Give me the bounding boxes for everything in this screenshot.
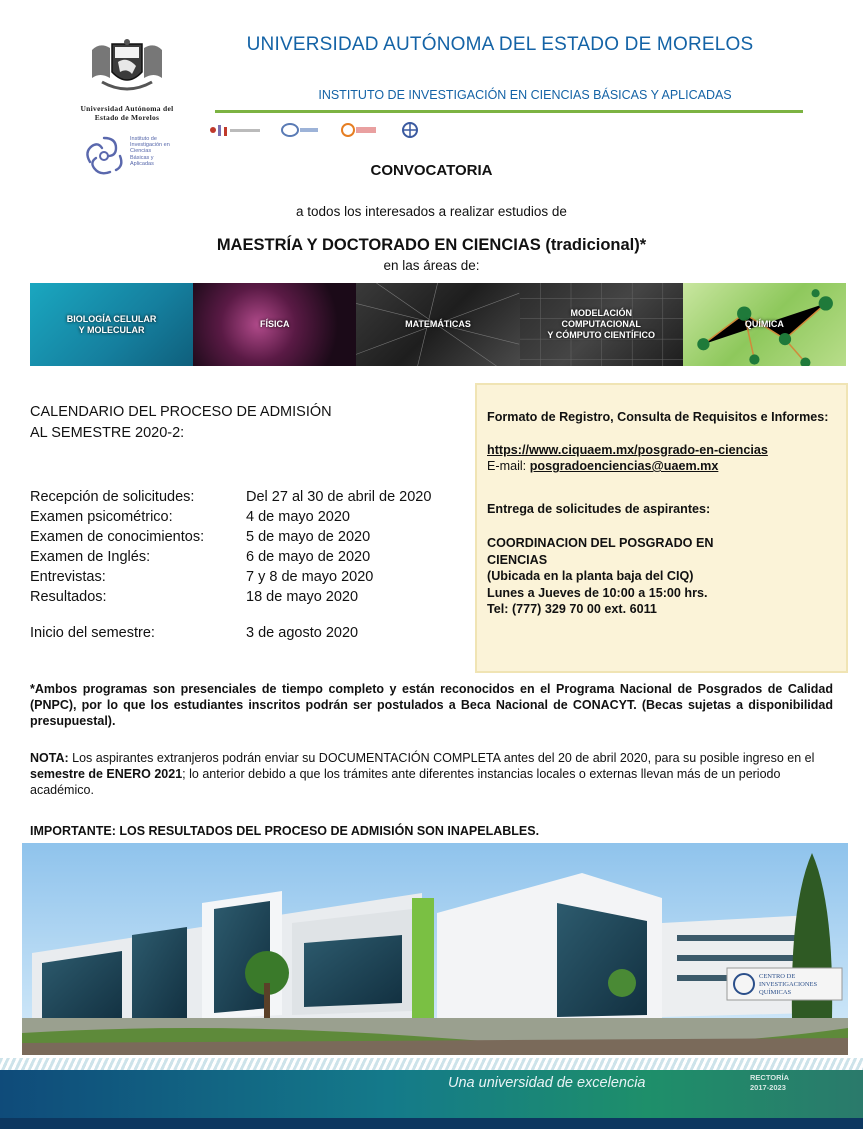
partner-logo-icon — [400, 120, 420, 140]
announcement-title: CONVOCATORIA — [370, 162, 493, 179]
inst-logo-line2: Investigación en — [130, 142, 170, 149]
schedule-date: Del 27 al 30 de abril de 2020 — [246, 489, 432, 505]
area-label: BIOLOGÍA CELULAR — [66, 313, 157, 324]
university-logo — [62, 38, 192, 122]
inst-logo-line1: Instituto de — [130, 136, 157, 142]
schedule-row — [30, 547, 431, 567]
schedule-label: Examen de Inglés: — [30, 549, 151, 565]
area-label: Y MOLECULAR — [78, 324, 145, 335]
calendar-heading-line1: CALENDARIO DEL PROCESO DE ADMISIÓN — [30, 404, 332, 420]
partner-logo-icon — [208, 120, 264, 140]
registration-heading: Formato de Registro, Consulta de Requisitos e Informes: — [487, 410, 829, 424]
semester-start-date: 3 de agosto 2020 — [246, 625, 359, 641]
nota-label: NOTA: — [30, 751, 69, 765]
area-quimica — [683, 283, 846, 366]
sign-line2: INVESTIGACIONES — [759, 981, 818, 988]
inst-logo-line4: Básicas y — [130, 154, 154, 161]
schedule-label: Examen psicométrico: — [30, 509, 173, 525]
building-photo — [22, 843, 848, 1055]
delivery-heading: Entrega de solicitudes de aspirantes: — [487, 501, 711, 516]
schedule-row — [30, 587, 431, 607]
calendar-heading-line2: AL SEMESTRE 2020-2: — [30, 425, 185, 441]
schedule-label: Recepción de solicitudes: — [30, 489, 195, 505]
footer-bar — [0, 1070, 863, 1118]
nota-text: ; lo anterior debido a que los trámites ante diferentes instancias locales o externas llevan más de un periodo académico. — [30, 767, 781, 797]
schedule-date: 6 de mayo de 2020 — [246, 549, 371, 565]
rectoria-period: 2017-2023 — [750, 1083, 786, 1092]
partner-logo-icon — [340, 120, 380, 140]
foreign-applicants-note — [30, 750, 833, 798]
area-label: Y CÓMPUTO CIENTÍFICO — [547, 330, 656, 340]
email-row — [487, 458, 836, 475]
inst-logo-line3: Ciencias — [130, 148, 152, 155]
schedule-label: Examen de conocimientos: — [30, 529, 205, 545]
office-hours: Lunes a Jueves de 10:00 a 15:00 hrs. — [487, 585, 708, 600]
schedule-row — [30, 507, 431, 527]
footer-bottom-band — [0, 1118, 863, 1129]
semester-start-label: Inicio del semestre: — [30, 625, 155, 641]
schedule-row — [30, 527, 431, 547]
office-phone: Tel: (777) 329 70 00 ext. 6011 — [487, 602, 657, 616]
schedule-date: 7 y 8 de mayo 2020 — [246, 569, 374, 585]
nota-semester: semestre de ENERO 2021 — [30, 767, 183, 781]
inst-logo-line5: Aplicadas — [130, 160, 154, 167]
office-name-line2: CIENCIAS — [487, 552, 548, 567]
office-name-line1: COORDINACION DEL POSGRADO EN — [487, 536, 714, 550]
header-divider — [215, 110, 803, 113]
area-label: COMPUTACIONAL — [561, 319, 641, 329]
schedule-date: 5 de mayo de 2020 — [246, 529, 371, 545]
important-note: IMPORTANTE: LOS RESULTADOS DEL PROCESO DE ADMISIÓN SON INAPELABLES. — [30, 824, 540, 838]
announcement-intro: a todos los interesados a realizar estudios de — [296, 204, 567, 219]
schedule-row — [30, 567, 431, 587]
schedule-row — [30, 487, 431, 507]
partner-logo-icon — [280, 120, 320, 140]
university-crest-icon — [82, 38, 172, 100]
schedule-date: 18 de mayo 2020 — [246, 589, 359, 605]
sign-line1: CENTRO DE — [759, 973, 796, 980]
institute-title: INSTITUTO DE INVESTIGACIÓN EN CIENCIAS BÁSICAS Y APLICADAS — [318, 88, 732, 102]
areas-intro: en las áreas de: — [383, 258, 480, 273]
info-box — [475, 383, 848, 673]
area-biologia — [30, 283, 193, 366]
schedule-label: Entrevistas: — [30, 569, 106, 585]
partner-logos — [208, 120, 428, 142]
footer-slogan: Una universidad de excelencia — [448, 1075, 646, 1091]
area-modelacion — [520, 283, 683, 366]
rectoria-label: RECTORÍA — [750, 1073, 790, 1082]
university-title: UNIVERSIDAD AUTÓNOMA DEL ESTADO DE MORELOS — [246, 34, 754, 55]
area-label: FÍSICA — [260, 319, 290, 329]
area-label: MODELACIÓN — [570, 308, 632, 318]
area-label: MATEMÁTICAS — [405, 319, 471, 329]
sign-line3: QUÍMICAS — [759, 989, 792, 996]
footer-rectoria — [750, 1073, 789, 1093]
office-location: (Ubicada en la planta baja del CIQ) — [487, 569, 694, 583]
university-logo-name — [62, 104, 192, 122]
uni-logo-name-line2: Estado de Morelos — [94, 113, 160, 122]
nota-text: Los aspirantes extranjeros podrán enviar su DOCUMENTACIÓN COMPLETA antes del 20 de abril 2020, para su posible ingreso en el — [68, 751, 815, 765]
semester-start-row — [30, 625, 358, 641]
area-matematicas — [356, 283, 519, 366]
email-link[interactable]: posgradoenciencias@uaem.mx — [529, 459, 719, 473]
email-label: E-mail: — [487, 459, 530, 473]
area-fisica — [193, 283, 356, 366]
calendar-heading — [30, 402, 332, 444]
area-label: QUÍMICA — [744, 319, 784, 329]
uni-logo-name-line1: Universidad Autónoma del — [80, 104, 174, 113]
schedule-list — [30, 487, 431, 607]
program-title: MAESTRÍA Y DOCTORADO EN CIENCIAS (tradicional)* — [216, 236, 647, 254]
schedule-label: Resultados: — [30, 589, 107, 605]
footer — [0, 1058, 863, 1129]
schedule-date: 4 de mayo 2020 — [246, 509, 350, 525]
program-url-link[interactable]: https://www.ciquaem.mx/posgrado-en-ciencias — [487, 442, 768, 457]
areas-banner — [30, 283, 846, 366]
programs-note: *Ambos programas son presenciales de tiempo completo y están reconocidos en el Programa Nacional de Posgrados de Calidad (PNPC), por lo que los estudiantes inscritos podrán ser postulados a Beca Nacional de CONACYT. (Becas sujetas a disponibilidad presupuestal). — [30, 682, 833, 728]
